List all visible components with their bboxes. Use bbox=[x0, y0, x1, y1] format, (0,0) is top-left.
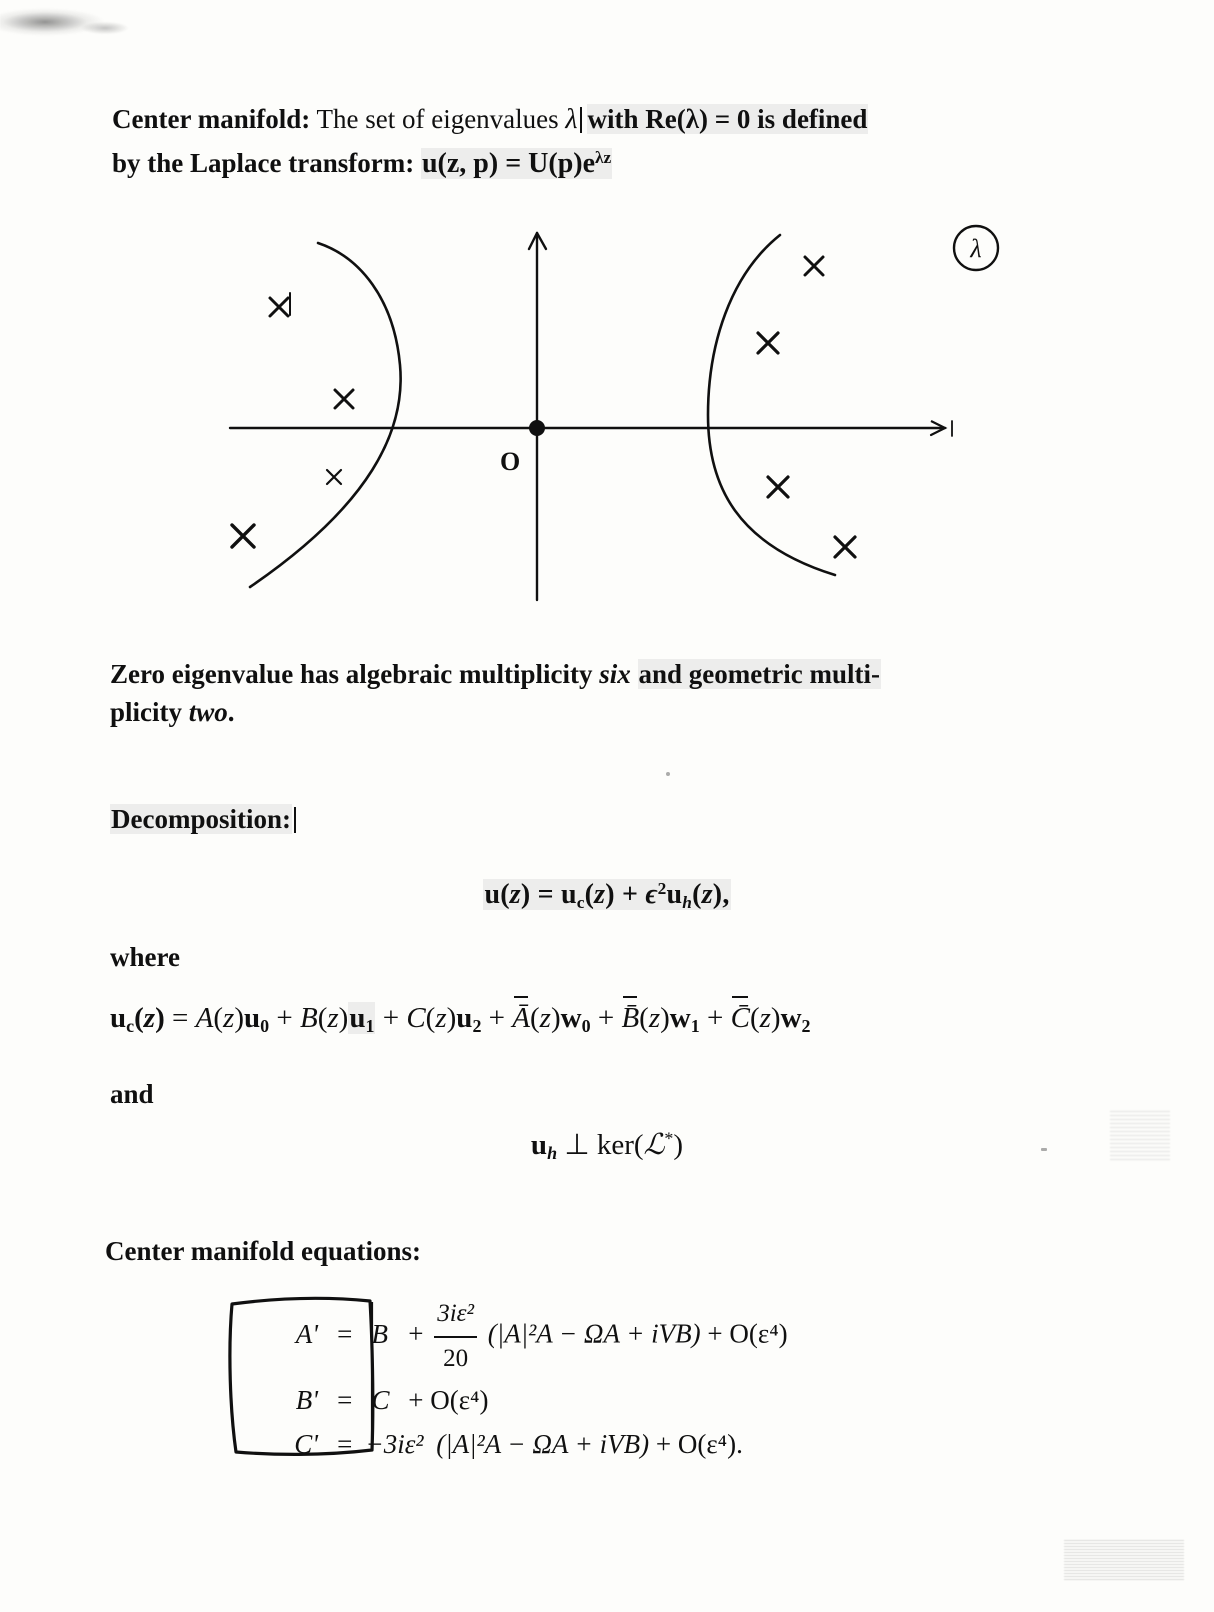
equation-equals: = bbox=[337, 1318, 353, 1349]
equation-row bbox=[262, 1423, 788, 1467]
eigenvalue-mark bbox=[232, 525, 254, 547]
equation-fraction bbox=[434, 1294, 477, 1379]
eigenvalue-mark bbox=[327, 470, 341, 484]
center-manifold-paragraph bbox=[112, 100, 1112, 184]
equation-row bbox=[262, 1294, 788, 1379]
scan-smudge-icon bbox=[0, 0, 150, 52]
eigenvalue-mark bbox=[335, 390, 353, 408]
left-spectrum-curve bbox=[250, 243, 401, 587]
origin-dot bbox=[529, 420, 545, 436]
equation-bracket: (|A|²A − ΩA + iVB) bbox=[487, 1318, 701, 1349]
uc-equation: $u_c(z) = A(z)u_0 + B(z)u_1 + C(z)u_2$ + Ā $(z)w_0$ + B̄ $(z)w_1$ + C̄ $(z)w_2$ bbox=[110, 998, 1170, 1040]
eigenvalue-mark bbox=[758, 333, 778, 353]
equation-bracket: (|A|²A − ΩA + iVB) bbox=[436, 1428, 650, 1459]
geometric-multiplicity-lead: plicity bbox=[110, 697, 182, 728]
equation-plus: + bbox=[408, 1385, 424, 1415]
equation-row bbox=[262, 1379, 788, 1423]
equation-equals: = bbox=[337, 1385, 353, 1415]
complex-plane-figure bbox=[210, 215, 1010, 615]
center-manifold-equations-heading: Center manifold equations: bbox=[105, 1236, 422, 1266]
algebraic-multiplicity-value: six bbox=[599, 659, 631, 689]
laplace-exponent: λz bbox=[595, 147, 612, 167]
speck-icon bbox=[666, 772, 670, 776]
where-label: where bbox=[110, 942, 180, 972]
annotation-lambda-label: λ bbox=[970, 234, 982, 263]
decomposition-heading-row bbox=[110, 800, 296, 838]
scan-artifact-icon bbox=[1064, 1540, 1184, 1580]
lambda-symbol: λ bbox=[565, 104, 578, 135]
zero-eigenvalue-text-1: has algebraic multiplicity bbox=[299, 659, 593, 689]
decomposition-heading: Decomposition: bbox=[111, 804, 291, 834]
center-manifold-equations-box bbox=[222, 1290, 902, 1460]
center-manifold-heading: Center manifold: bbox=[112, 104, 311, 134]
equation-list bbox=[262, 1294, 788, 1466]
equation-order-term: + O(ε⁴) bbox=[707, 1318, 788, 1349]
equation-lhs: A' bbox=[295, 1318, 318, 1349]
fraction-denominator: 20 bbox=[443, 1344, 469, 1372]
circled-lambda-annotation bbox=[950, 222, 1002, 274]
equation-rhs-lead: C bbox=[371, 1385, 390, 1415]
laplace-transform-formula: u(z, $p) = U(p)e^{\lambda z}$ bbox=[421, 147, 612, 179]
laplace-transform-lead: by the Laplace transform: bbox=[112, 147, 415, 178]
equation-lhs: B' bbox=[295, 1385, 318, 1415]
eigenvalue-mark bbox=[805, 257, 823, 275]
eigenvalue-mark bbox=[835, 537, 855, 557]
equation-order-term: O(ε⁴) bbox=[430, 1385, 489, 1415]
origin-label: O bbox=[500, 447, 521, 476]
text-cursor bbox=[580, 107, 582, 133]
center-manifold-text-2: with Re(λ) = 0 is defined bbox=[587, 104, 868, 134]
equation-lhs: C' bbox=[294, 1428, 318, 1459]
fraction-numerator: 3iε² bbox=[434, 1294, 477, 1338]
equation-rhs-lead: −3iε² bbox=[365, 1428, 424, 1459]
equation-plus: + bbox=[408, 1318, 424, 1349]
eigenvalue-mark bbox=[768, 477, 788, 497]
equation-order-term: + O(ε⁴). bbox=[655, 1428, 743, 1459]
equation-rhs-lead: B bbox=[371, 1318, 388, 1349]
orthogonality-equation: $u_h$ ⊥ ker(ℒ*) bbox=[530, 1128, 684, 1164]
zero-eigenvalue-text-2: and geometric multi- bbox=[638, 659, 880, 689]
sentence-period: . bbox=[227, 697, 235, 728]
eigenvalue-mark bbox=[270, 293, 290, 316]
decomposition-equation: $u(z) = u_c(z) + \epsilon^2u_h(z)$, bbox=[484, 878, 730, 912]
and-label: and bbox=[110, 1079, 154, 1109]
center-manifold-text-1: The set of eigenvalues bbox=[316, 104, 559, 134]
text-cursor bbox=[294, 807, 296, 833]
zero-eigenvalue-lead: Zero eigenvalue bbox=[110, 659, 294, 689]
equation-equals: = bbox=[337, 1428, 353, 1459]
spectrum-svg bbox=[210, 215, 1010, 615]
zero-eigenvalue-paragraph bbox=[110, 655, 1120, 732]
right-spectrum-curve bbox=[708, 235, 835, 575]
geometric-multiplicity-value: two bbox=[188, 697, 228, 728]
